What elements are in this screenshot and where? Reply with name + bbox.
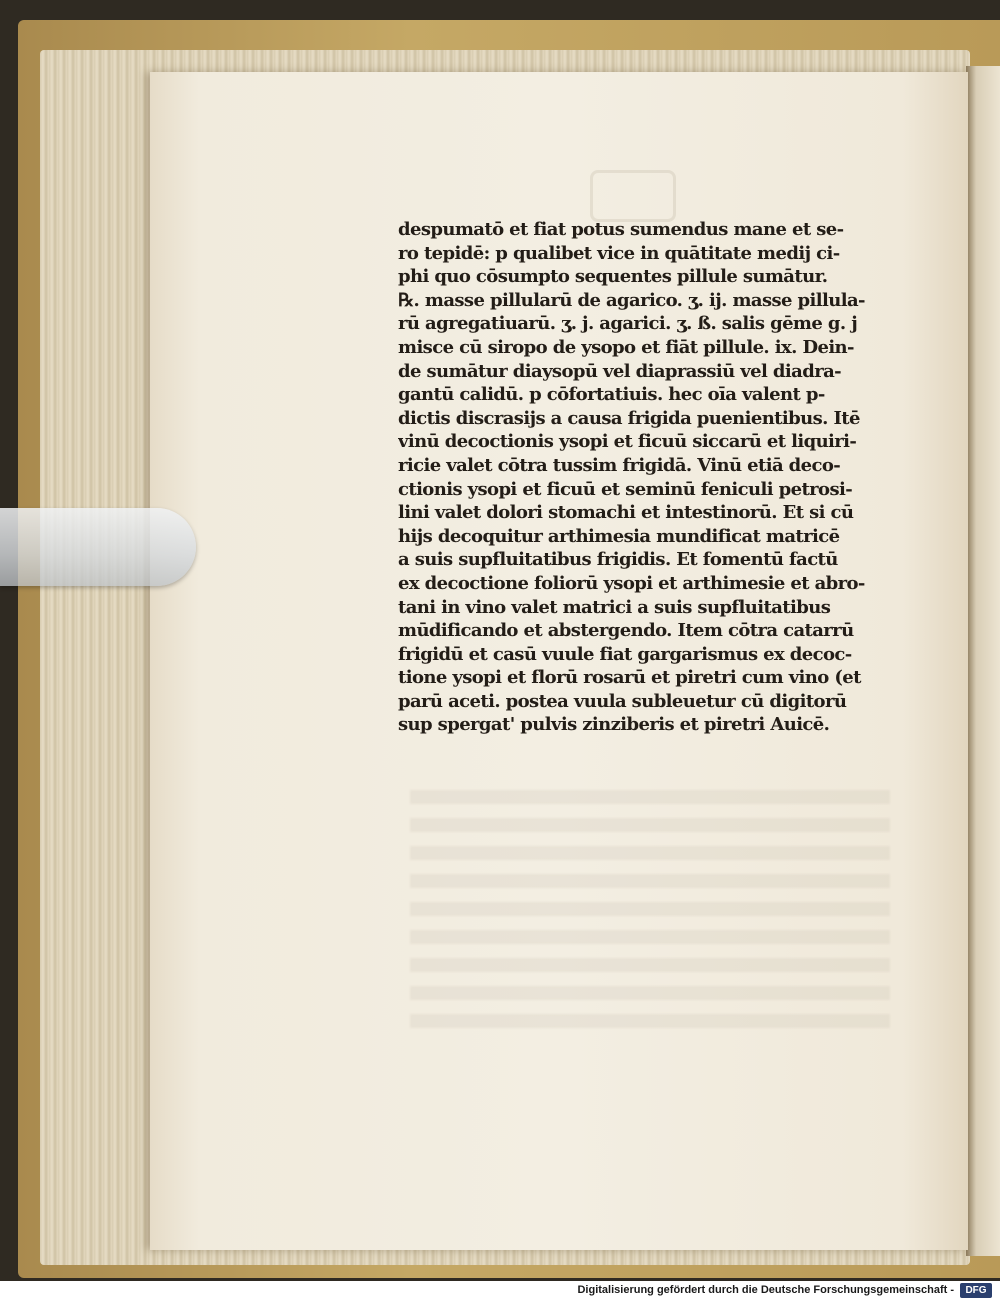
text-line: ricie valet cōtra tussim frigidā. Vinū etiā deco- [398,454,841,476]
text-line: ex decoctione foliorū ysopi et arthimesie et abro- [398,572,865,594]
funding-credit: Digitalisierung gefördert durch die Deutsche Forschungsgemeinschaft - [577,1284,954,1296]
plastic-bookmark [0,508,196,586]
text-block [398,218,888,737]
text-line: gantū calidū. p cōfortatiuis. hec oīa valent p- [398,384,825,406]
text-line: vinū decoctionis ysopi et ficuū siccarū et liquiri- [398,431,857,453]
text-line: phi quo cōsumpto sequentes pillule sumātur. [398,266,828,288]
text-line: hijs decoquitur arthimesia mundificat matricē [398,525,840,547]
dfg-logo: DFG [960,1283,992,1298]
text-line: mūdificando et abstergendo. Item cōtra catarrū [398,620,854,642]
text-line: tani in vino valet matrici a suis supfluitatibus [398,596,831,618]
text-line: sup spergat' pulvis zinziberis et piretri Auicē. [398,714,830,736]
text-line: tione ysopi et florū rosarū et piretri cum vino (et [398,667,861,689]
text-line: despumatō et fiat potus sumendus mane et se- [398,219,844,240]
text-line: rū agregatiuarū. ʒ. j. agarici. ʒ. ß. salis gēme g. j [398,313,858,335]
text-line: parū aceti. postea vuula subleuetur cū digitorū [398,690,847,712]
text-line: ro tepidē: p qualibet vice in quātitate medij ci- [398,242,840,264]
text-line: ctionis ysopi et ficuū et seminū feniculi petrosi- [398,478,853,500]
facing-page-edge [966,66,1000,1256]
text-line: lini valet dolori stomachi et intestinorū. Et si cū [398,502,854,524]
faded-stamp [590,170,676,222]
text-line: ℞. masse pillularū de agarico. ʒ. ij. masse pillula- [398,289,865,311]
text-line: misce cū siropo de ysopo et fiāt pillule. ix. Dein- [398,336,854,358]
bleed-through-text [410,790,890,1030]
text-line: frigidū et casū vuule fiat gargarismus ex decoc- [398,643,852,665]
text-line: a suis supfluitatibus frigidis. Et fomentū factū [398,549,838,571]
footer-bar [0,1281,1000,1301]
text-line: de sumātur diaysopū vel diaprassiū vel diadra- [398,360,842,382]
text-line: dictis discrasijs a causa frigida puenientibus. Itē [398,407,860,429]
